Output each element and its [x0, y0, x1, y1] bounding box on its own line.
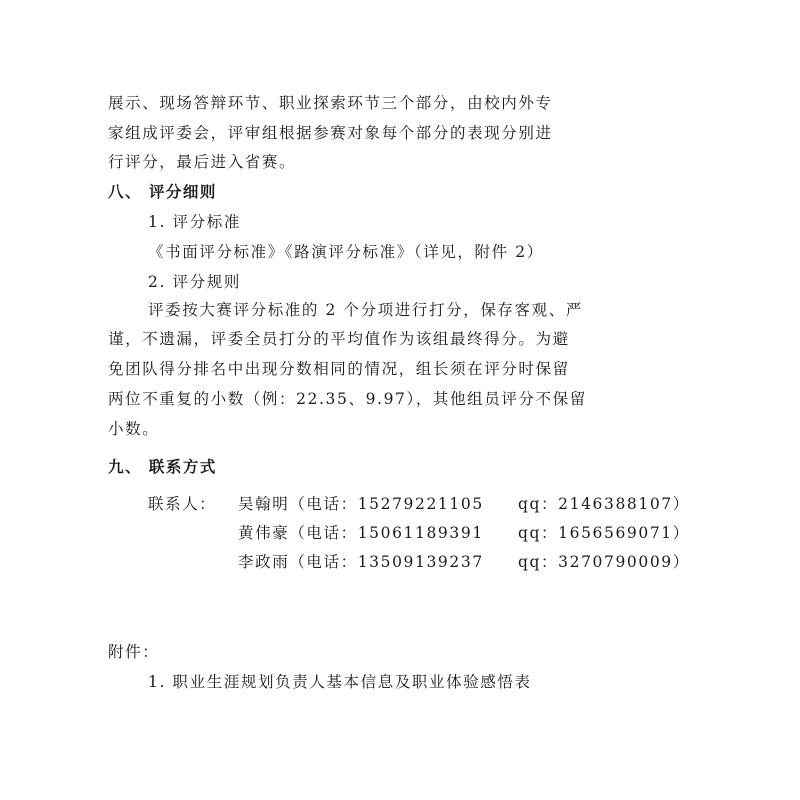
contact-3-qq: qq：3270790009）	[518, 553, 690, 571]
rules-line-5: 小数。	[108, 420, 160, 438]
section-8-heading: 八、 评分细则	[108, 183, 217, 201]
contact-2-qq: qq：1656569071）	[518, 524, 690, 542]
rules-line-3: 免团队得分排名中出现分数相同的情况，组长须在评分时保留	[108, 360, 570, 378]
rules-line-4: 两位不重复的小数（例：22.35、9.97），其他组员评分不保留	[108, 390, 587, 408]
intro-line-3: 行评分，最后进入省赛。	[108, 153, 297, 171]
scoring-rules-title: 2. 评分规则	[148, 273, 241, 291]
contact-label: 联系人：	[148, 495, 217, 513]
contact-1-qq: qq：2146388107）	[518, 495, 690, 513]
section-9-heading: 九、 联系方式	[108, 458, 217, 476]
contact-row-2	[148, 523, 690, 543]
contact-2-phone: 黄伟豪（电话：15061189391	[238, 524, 484, 542]
rules-line-2: 谨，不遗漏，评委全员打分的平均值作为该组最终得分。为避	[108, 330, 570, 348]
contact-1-phone: 吴翰明（电话：15279221105	[238, 495, 484, 513]
contact-3-phone: 李政雨（电话：13509139237	[238, 553, 484, 571]
contact-row-3	[148, 552, 690, 572]
attachments-label: 附件：	[108, 643, 160, 661]
intro-line-1: 展示、现场答辩环节、职业探索环节三个部分，由校内外专	[108, 94, 553, 112]
scoring-standard-title: 1. 评分标准	[148, 213, 241, 231]
contact-row-1	[148, 494, 690, 514]
scoring-standard-text: 《书面评分标准》《路演评分标准》（详见，附件 2）	[148, 243, 544, 261]
rules-line-1: 评委按大赛评分标准的 2 个分项进行打分，保存客观、严	[148, 301, 583, 319]
intro-line-2: 家组成评委会，评审组根据参赛对象每个部分的表现分别进	[108, 124, 553, 142]
attachment-item-1: 1. 职业生涯规划负责人基本信息及职业体验感悟表	[148, 673, 532, 691]
